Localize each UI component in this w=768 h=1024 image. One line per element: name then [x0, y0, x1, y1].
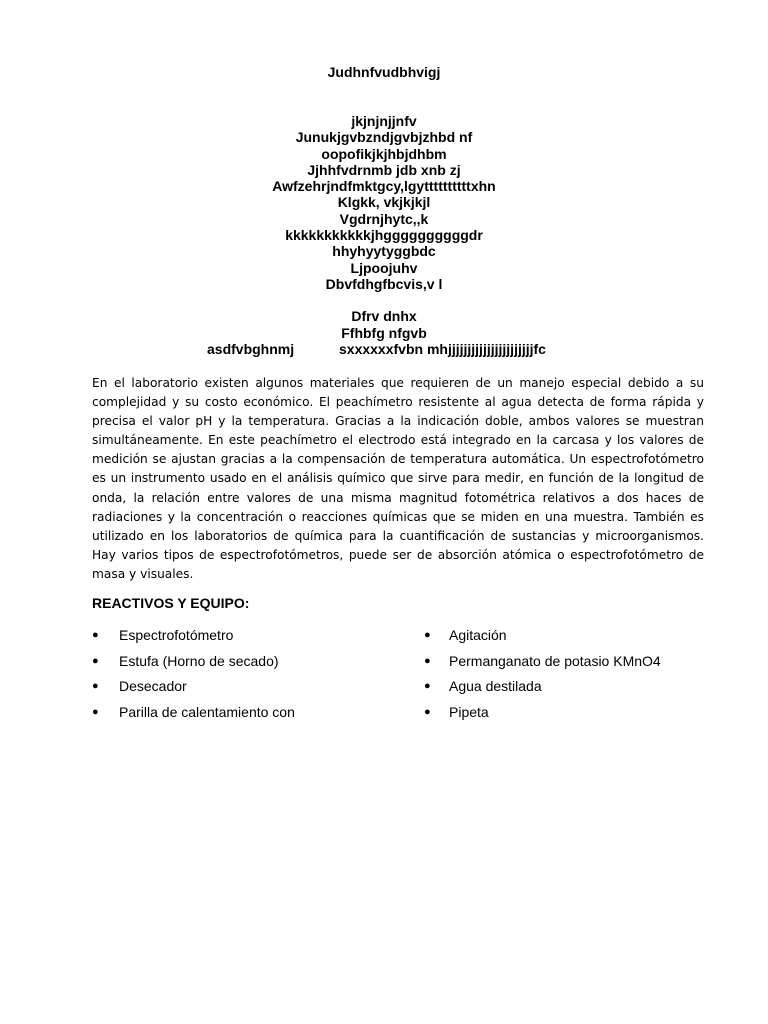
bullet-icon: ●	[92, 705, 99, 718]
center-line: Dfrv dnhx	[351, 308, 417, 324]
center-line: Jjhhfvdrnmb jdb xnb zj	[307, 161, 461, 178]
list-item-text: Espectrofotómetro	[119, 627, 234, 643]
bullet-icon: ●	[92, 629, 99, 641]
document-title: Judhnfvudbhvigj	[327, 64, 441, 80]
list-item-text: Estufa (Horno de secado)	[119, 652, 279, 669]
center-line: Ljpoojuhv	[350, 259, 418, 276]
split-line-left: asdfvbghnmj	[207, 341, 295, 357]
list-item-text: Agua destilada	[449, 678, 542, 694]
list-item-text: Parilla de calentamiento con	[119, 703, 295, 720]
center-line: Vgdrnjhytc,,k	[339, 210, 429, 227]
equipment-list-right	[424, 625, 724, 727]
center-line: Dbvfdhgfbcvis,v l	[325, 275, 443, 292]
list-item-text: Desecador	[119, 678, 187, 694]
list-item	[92, 625, 392, 651]
center-text-block-2	[0, 308, 768, 341]
list-item-text: Agitación	[449, 627, 507, 643]
list-item-text: Pipeta	[449, 703, 489, 720]
center-line: Ffhbfg nfgvb	[341, 324, 427, 341]
list-item	[92, 676, 392, 702]
center-line: oopofikjkjhbjdhbm	[321, 145, 447, 162]
equipment-list-left	[92, 625, 392, 727]
list-item	[424, 676, 724, 702]
list-item	[424, 625, 724, 651]
bullet-icon: ●	[424, 705, 431, 718]
split-text-line	[0, 341, 768, 359]
center-line: jkjnjnjjnfv	[351, 113, 417, 129]
center-line: Klgkk, vkjkjkjl	[337, 194, 431, 211]
section-heading: REACTIVOS Y EQUIPO:	[92, 595, 250, 611]
split-line-right: sxxxxxxfvbn mhjjjjjjjjjjjjjjjjjjjjjjfc	[339, 341, 546, 357]
center-line: kkkkkkkkkkkjhggggggggggdr	[285, 227, 483, 244]
list-item	[92, 702, 392, 728]
bullet-icon: ●	[424, 680, 431, 692]
body-paragraph: En el laboratorio existen algunos materiales que requieren de un manejo especial debido a su complejidad y su costo económico. El peachímetro resistente al agua detecta de forma rápida y precisa el valor pH y la temperatura. Gracias a la indicación doble, ambos valores se muestran simultáneamente. En este peachímetro el electrodo está integrado en la carcasa y los valores de medición se ajustan gracias a la compensación de temperatura automática. Un espectrofotómetro es un instrumento usado en el análisis químico que sirve para medir, en función de la longitud de onda, la relación entre valores de una misma magnitud fotométrica relativos a dos haces de radiaciones y la concentración o reacciones químicas que se miden en una muestra. También es utilizado en los laboratorios de química para la cuantificación de sustancias y microorganismos. Hay varios tipos de espectrofotómetros, puede ser de absorción atómica o espectrofotómetro de masa y visuales.	[92, 376, 704, 581]
bullet-icon: ●	[92, 654, 99, 667]
bullet-icon: ●	[424, 629, 431, 641]
bullet-icon: ●	[92, 680, 99, 692]
list-item	[424, 651, 724, 677]
list-item	[424, 702, 724, 728]
list-item	[92, 651, 392, 677]
center-line: Awfzehrjndfmktgcy,lgyttttttttttxhn	[272, 178, 496, 195]
bullet-icon: ●	[424, 654, 431, 667]
list-item-text: Permanganato de potasio KMnO4	[449, 652, 661, 669]
center-text-block	[0, 113, 768, 292]
center-line: Junukjgvbzndjgvbjzhbd nf	[295, 129, 473, 146]
center-line: hhyhyytyggbdc	[332, 243, 436, 260]
